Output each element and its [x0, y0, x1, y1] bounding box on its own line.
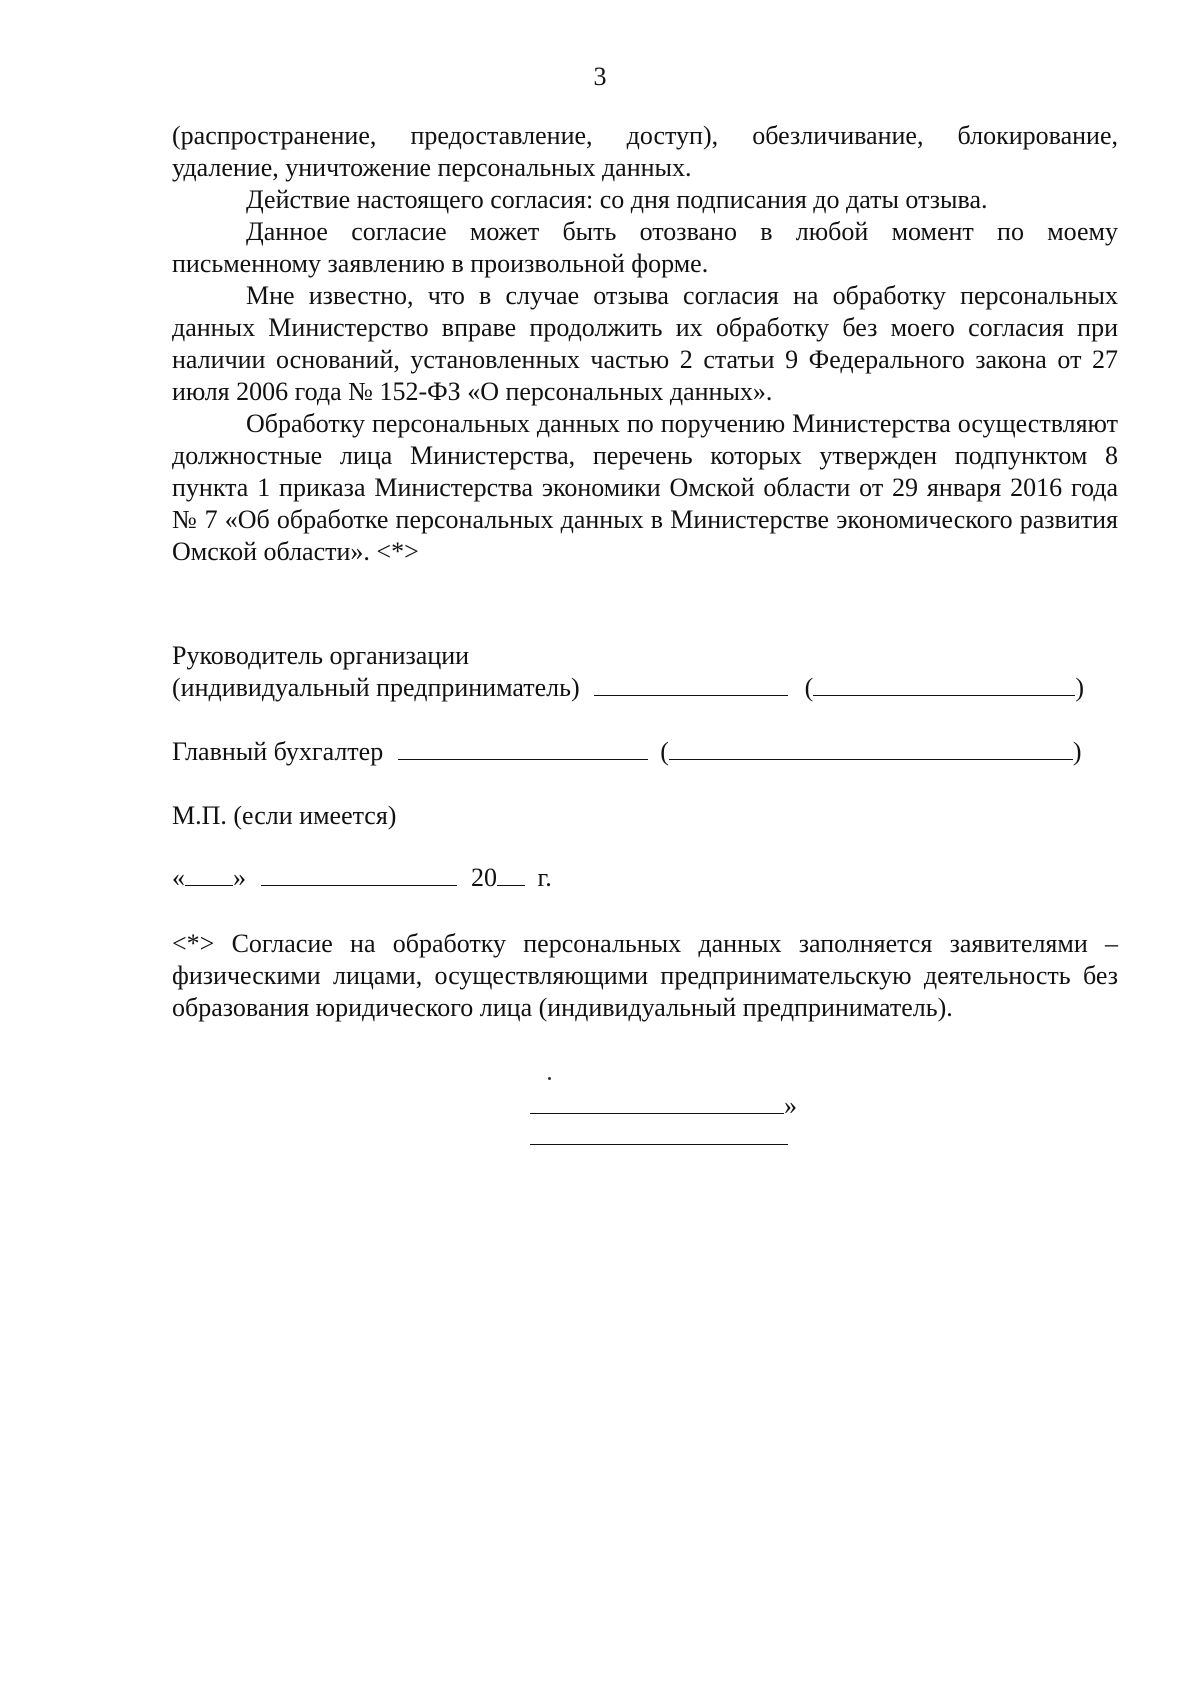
head-signature-block: [172, 640, 1118, 704]
date-year-line: [497, 863, 525, 886]
head-title-line2: (индивидуальный предприниматель): [172, 673, 580, 702]
date-year-prefix: 20: [471, 863, 497, 892]
closing-line-1: [530, 1090, 797, 1122]
head-title-line1: Руководитель организации: [172, 641, 470, 670]
footnote: <*> Согласие на обработку персональных данных заполняется заявителями – физическими лицами, осуществляющими предпринимательскую деятельность без образования юридического лица (индивидуальный предприниматель).: [172, 929, 1118, 1022]
date-month-line: [261, 863, 457, 886]
paragraph-validity: Действие настоящего согласия: со дня подписания до даты отзыва.: [246, 185, 988, 214]
head-signature-row: (индивидуальный предприниматель) ( ): [172, 673, 1084, 702]
closing-quote: »: [784, 1091, 797, 1120]
head-signature-line: [594, 673, 788, 696]
closing-line-2: [530, 1144, 788, 1145]
accountant-title: Главный бухгалтер: [172, 737, 384, 766]
stamp-label: М.П. (если имеется): [172, 801, 397, 830]
page-number: 3: [593, 62, 607, 91]
accountant-name-line: [669, 737, 1073, 760]
head-name-line: [813, 673, 1075, 696]
paragraph-revocation: Данное согласие может быть отозвано в любой момент по моему письменному заявлению в произвольной форме.: [172, 217, 1118, 278]
paragraph-ministry-rights: Мне известно, что в случае отзыва согласия на обработку персональных данных Министерство вправе продолжить их обработку без моего согласия при наличии оснований, установленных частью 2 статьи 9 Федерального закона от 27 июля 2006 года № 152-ФЗ «О персональных данных».: [172, 281, 1118, 406]
paragraph-continuation: (распространение, предоставление, доступ), обезличивание, блокирование, удаление, уничтожение персональных данных.: [172, 121, 1118, 182]
closing-line-1-rule: [530, 1091, 784, 1114]
date-year-suffix: г.: [537, 863, 552, 892]
accountant-signature-block: Главный бухгалтер ( ): [172, 737, 1082, 766]
date-row: « » 20 г.: [172, 863, 552, 892]
body-text: [172, 120, 1118, 568]
paragraph-processing-officials: Обработку персональных данных по поручению Министерства осуществляют должностные лица Министерства, перечень которых утвержден подпунктом 8 пункта 1 приказа Министерства экономики Омской области от 29 января 2016 года № 7 «Об обработке персональных данных в Министерстве экономического развития Омской области». <*>: [172, 409, 1118, 566]
stray-dot: [548, 1077, 551, 1080]
date-day-line: [185, 863, 233, 886]
accountant-signature-line: [398, 737, 648, 760]
